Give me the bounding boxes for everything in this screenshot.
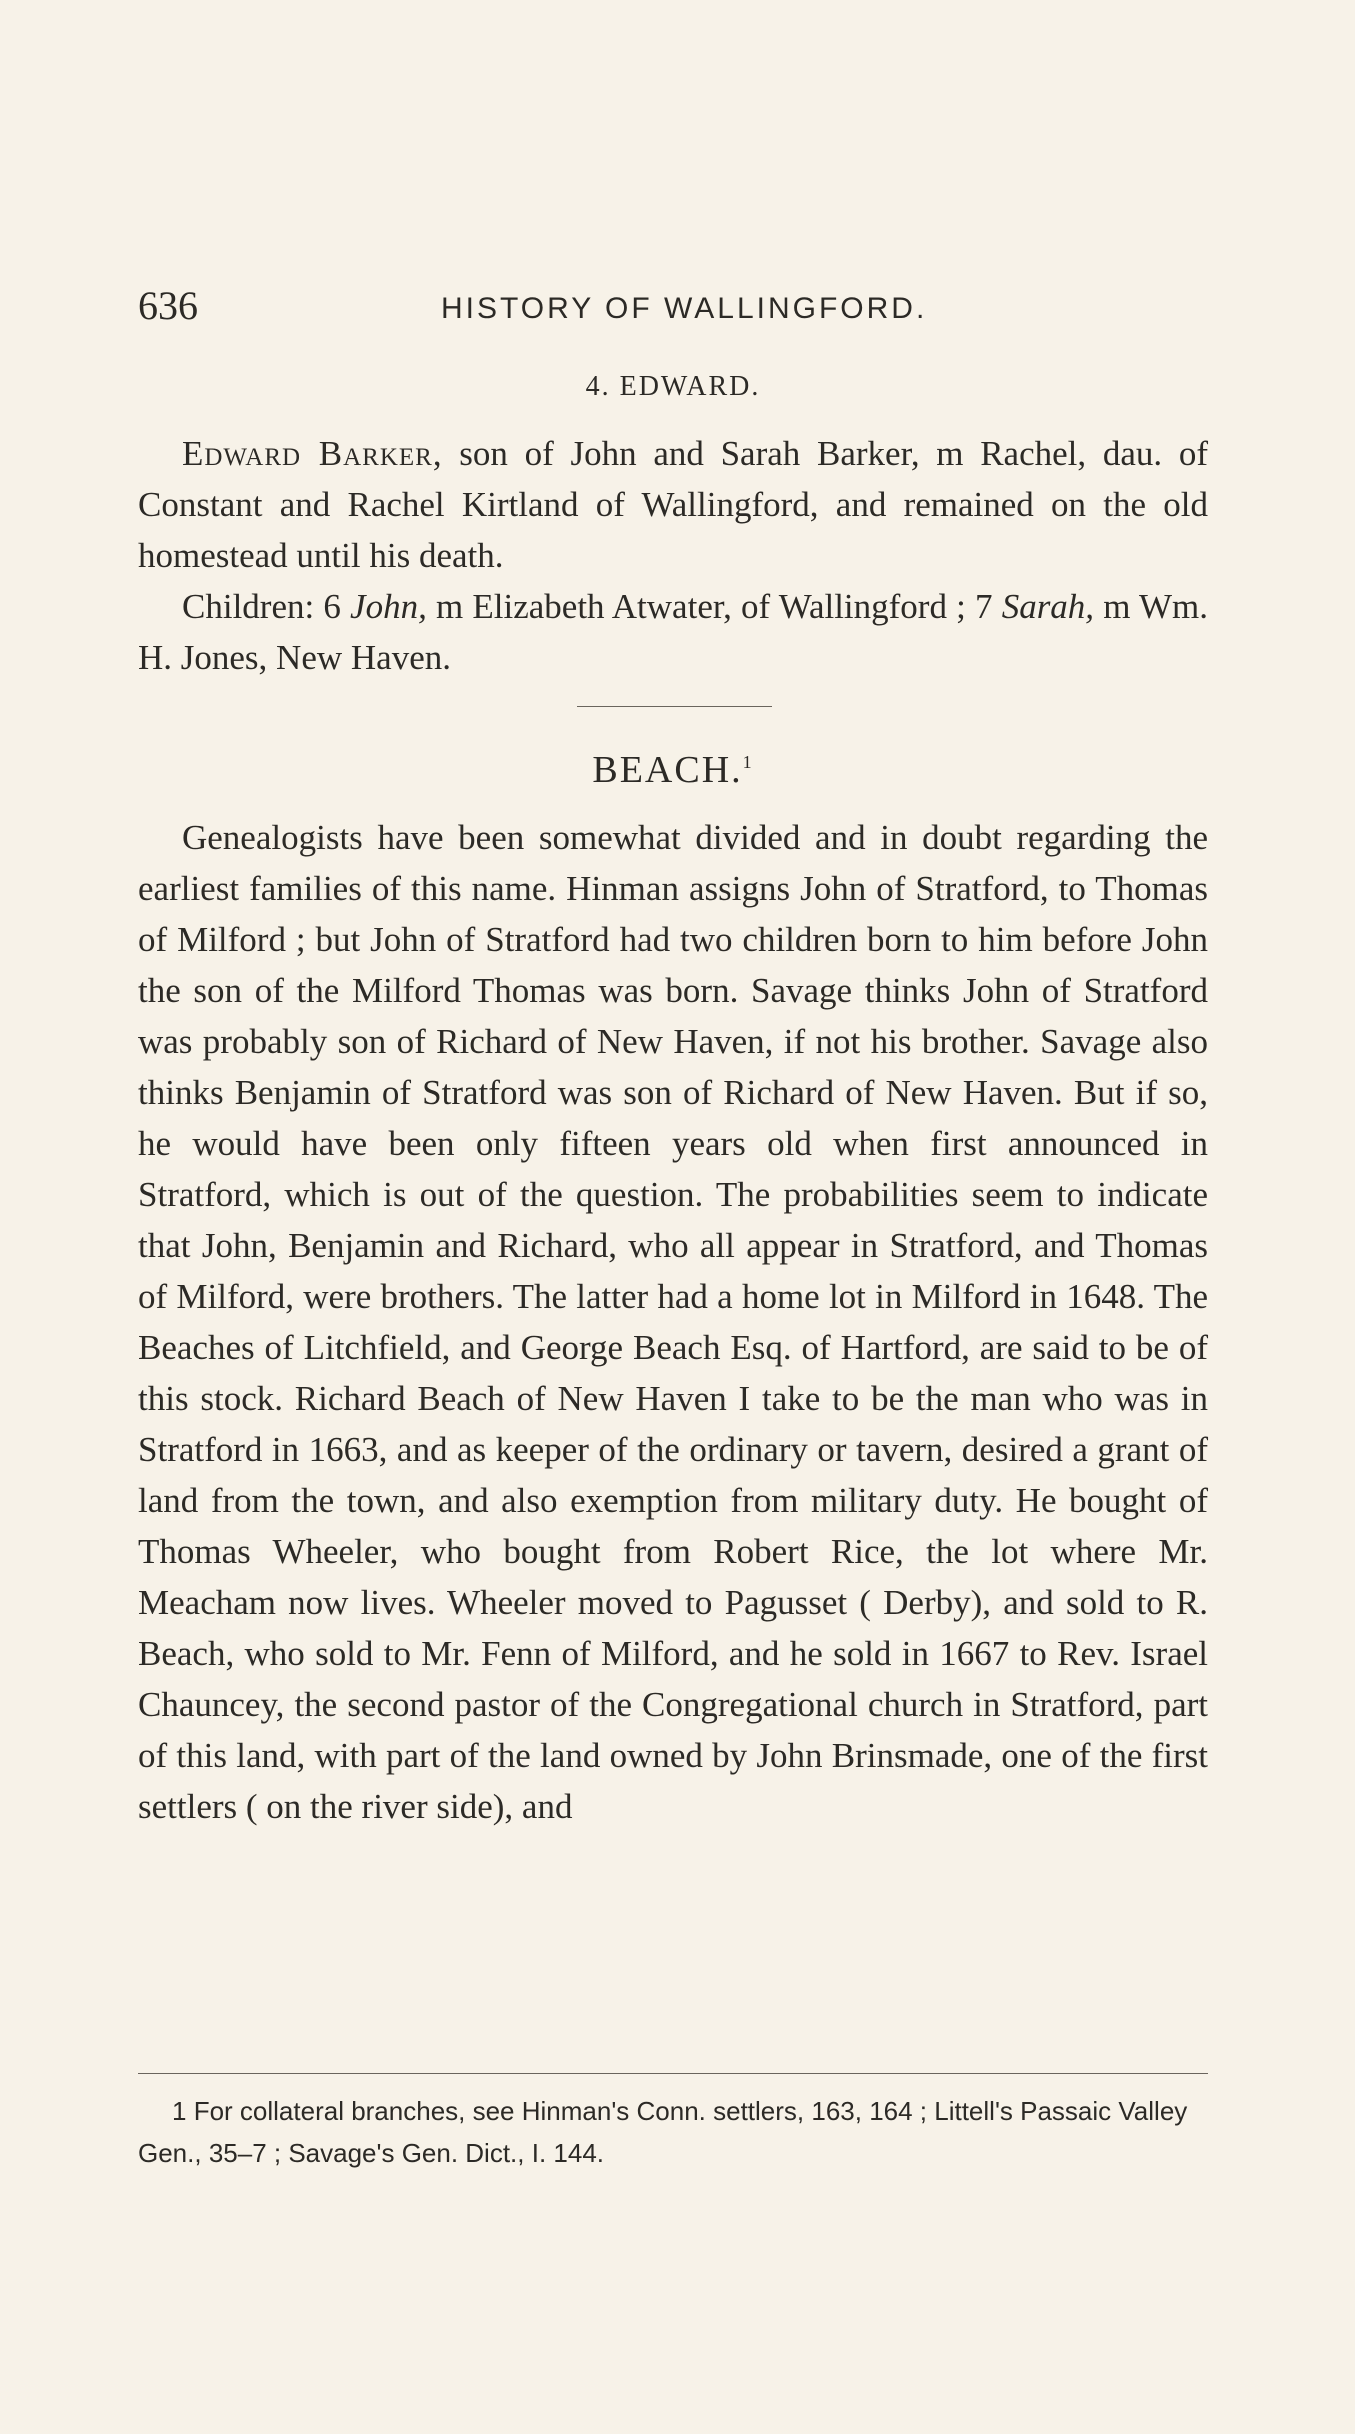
running-head — [138, 278, 1208, 334]
edward-subheading: 4. EDWARD. — [585, 371, 761, 402]
beach-paragraph: Genealogists have been somewhat divided and in doubt regarding the earliest families of this name. Hinman assigns John of Stratford, to Thomas of Milford ; but John of Stratford had two children born to him before John the son of the Milford Thomas was born. Savage thinks John of Stratford was probably son of Richard of New Haven, if not his brother. Savage also thinks Benjamin of Stratford was son of Richard of New Haven. But if so, he would have been only fifteen years old when first announced in Stratford, which is out of the question. The probabilities seem to indicate that John, Benjamin and Richard, who all appear in Stratford, and Thomas of Milford, were brothers. The latter had a home lot in Milford in 1648. The Beaches of Litchfield, and George Beach Esq. of Hartford, are said to be of this stock. Richard Beach of New Haven I take to be the man who was in Stratford in 1663, and as keeper of the ordinary or tavern, desired a grant of land from the town, and also exemption from military duty. He bought of Thomas Wheeler, who bought from Robert Rice, the lot where Mr. Meacham now lives. Wheeler moved to Pagusset ( Derby), and sold to R. Beach, who sold to Mr. Fenn of Milford, and he sold in 1667 to Rev. Israel Chauncey, the second pastor of the Congregational church in Stratford, part of this land, with part of the land owned by John Brinsmade, one of the first settlers ( on the river side), and — [138, 818, 1208, 1826]
children-prefix: Children: 6 — [182, 587, 351, 626]
beach-heading-text: BEACH. — [592, 749, 743, 791]
child-name-sarah: Sarah, — [1001, 587, 1095, 626]
footnote-reference: 1 — [742, 752, 754, 772]
section-divider — [577, 706, 772, 707]
child-name-john: John, — [350, 587, 427, 626]
children-paragraph — [138, 581, 1208, 683]
child-john-text: m Elizabeth Atwater, of Wallingford ; 7 — [426, 587, 1002, 626]
footnote-marker: 1 — [172, 2096, 187, 2126]
edward-section — [138, 428, 1208, 683]
footnote — [138, 2090, 1208, 2174]
beach-section — [138, 812, 1208, 1832]
child-sarah-text: m Wm. H. Jones, New Haven. — [138, 587, 1208, 677]
footnote-divider — [138, 2073, 1208, 2074]
running-title: HISTORY OF WALLINGFORD. — [441, 292, 928, 325]
edward-paragraph — [138, 428, 1208, 581]
lead-name: Edward Barker, — [182, 434, 443, 473]
page-number: 636 — [138, 283, 198, 328]
edward-paragraph-text: son of John and Sarah Barker, m Rachel, dau. of Constant and Rachel Kirtland of Wallingford, and remained on the old homestead until his death. — [138, 434, 1209, 575]
footnote-text: For collateral branches, see Hinman's Conn. settlers, 163, 164 ; Littell's Passaic Valley Gen., 35–7 ; Savage's Gen. Dict., I. 144. — [138, 2096, 1188, 2168]
beach-heading — [138, 734, 1208, 798]
